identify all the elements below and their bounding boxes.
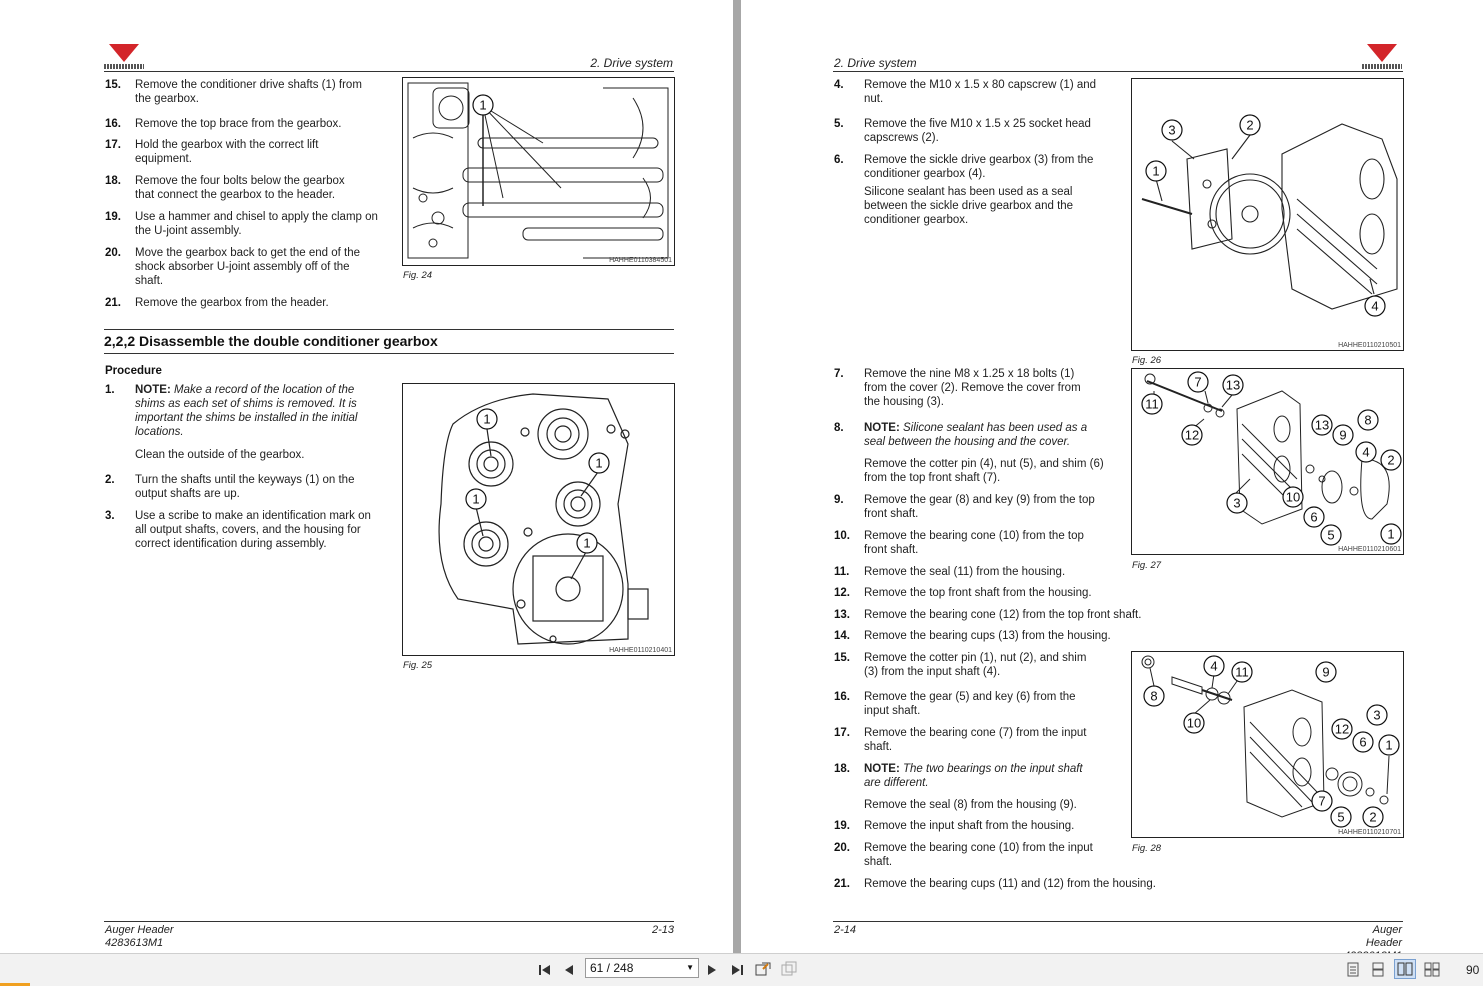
facing-pages-view-icon[interactable] — [1394, 959, 1416, 979]
footer-page-number: 2-13 — [652, 924, 675, 936]
figure-code: HAHHE0110210701 — [1338, 829, 1401, 836]
svg-text:1: 1 — [1385, 737, 1393, 753]
figure-code: HAHHE0110210601 — [1338, 546, 1401, 553]
figure-caption: Fig. 25 — [403, 660, 433, 671]
figure-caption: Fig. 26 — [1132, 355, 1162, 366]
svg-text:1: 1 — [1152, 163, 1160, 179]
svg-text:1: 1 — [479, 97, 487, 113]
figure-25-drawing — [402, 383, 675, 656]
massey-ferguson-logo — [104, 44, 144, 70]
massey-ferguson-logo — [1362, 44, 1402, 70]
figure-code: HAHHE0110210401 — [609, 647, 672, 654]
figure-caption: Fig. 24 — [403, 270, 433, 281]
svg-text:12: 12 — [1334, 721, 1350, 737]
page-header-title: 2. Drive system — [590, 56, 673, 70]
figure-28-exploded-view — [1131, 651, 1404, 838]
svg-text:5: 5 — [1327, 527, 1335, 543]
single-page-view-icon[interactable] — [1345, 961, 1361, 978]
step-extra-text: Remove the cotter pin (4), nut (5), and shim (6) from the top front shaft (7). — [864, 458, 1104, 484]
svg-text:10: 10 — [1186, 715, 1202, 731]
svg-text:5: 5 — [1337, 809, 1345, 825]
svg-text:13: 13 — [1225, 377, 1241, 393]
figure-26-drawing — [1131, 78, 1404, 351]
footer-left: Auger Header 4283613M1 — [105, 924, 174, 949]
section-title: 2,2,2 Disassemble the double conditioner gearbox — [104, 333, 438, 349]
svg-text:2: 2 — [1369, 809, 1377, 825]
procedure-label: Procedure — [105, 365, 162, 377]
first-page-icon[interactable] — [537, 961, 553, 978]
svg-text:1: 1 — [595, 455, 603, 471]
svg-text:12: 12 — [1184, 427, 1200, 443]
svg-text:8: 8 — [1364, 412, 1372, 428]
step-extra-text: Silicone sealant has been used as a seal between the sickle drive gearbox and the conditioner gearbox. — [864, 186, 1074, 226]
svg-text:3: 3 — [1233, 495, 1241, 511]
step-extra-text: Remove the seal (8) from the housing (9). — [864, 799, 1077, 811]
step-item: 1. NOTE: Make a record of the location of the shims as each set of shims is removed. It is important the shims be installed in the initial locations. — [105, 384, 358, 438]
page-header-title: 2. Drive system — [834, 56, 917, 70]
figure-code: HAHHE0110210501 — [1338, 342, 1401, 349]
footer-right: Auger Header — [1365, 924, 1402, 949]
svg-text:10: 10 — [1285, 489, 1301, 505]
figure-24-photo — [402, 77, 675, 266]
svg-text:13: 13 — [1314, 417, 1330, 433]
svg-text:3: 3 — [1168, 122, 1176, 138]
svg-text:7: 7 — [1194, 374, 1202, 390]
page-number-input[interactable]: 61 / 248 ▼ — [585, 958, 699, 978]
figure-code: HAHHE0110384501 — [609, 257, 672, 264]
svg-text:1: 1 — [583, 535, 591, 551]
svg-text:1: 1 — [483, 411, 491, 427]
svg-text:1: 1 — [472, 491, 480, 507]
figure-caption: Fig. 27 — [1132, 560, 1162, 571]
svg-text:7: 7 — [1318, 793, 1326, 809]
svg-text:2: 2 — [1246, 117, 1254, 133]
svg-text:9: 9 — [1339, 427, 1347, 443]
svg-text:2: 2 — [1387, 452, 1395, 468]
right-page: 2. Drive system 4. Remove the M10 x 1.5 x 80 capscrew (1) and nut. 5. Remove the five M10 x 1.5 x 25 socket head capscrews (2). 6. Remove the sickle drive gearbox (3) from the conditioner gearbox (4). Silicone sealant has been used as a seal between the sickle drive gearbox and the conditioner gearbox. 3 2 1 4 HAHHE0110210501 Fig. 26 7. Remove the nine M8 x 1.25 x 18 bolts (1) from the cover (2). Remove the cover from the housing (3). 8. NOTE: Silicone sealant has been used as a seal between the housing and the cover. Remove the cotter pin (4), nut (5), and shim (6) from the top front shaft (7). 9. Remove the gear (8) and key (9) from the top front shaft. 10. Remove the bearing cone (10) from the top front shaft. 11. Remove the seal (11) from the housing. 12. Remove the top front shaft from the housing. 13. Remove the bearing cone (12) from the top front shaft. 14. Remove the bearing cups (13) from the housing. 15. Remove the cotter pin (1), nut (2), and shim (3) from the input shaft (4). 16. Remove the gear (5) and key (6) from the input shaft. 17. Remove the bearing cone (7) from the input shaft. 11 7 13 12 13 9 8 4 2 10 3 6 5 1 HAHHE0110210601 Fig. 27 18. NOTE: The two bearings on the input shaft are different. Remove the seal (8) from the housing (9). 19. Remove the input shaft from the housing. 20. Remove the bearing cone (10) from the input shaft. 21. Remove the bearing cups (11) and (12) from the housing. 8 4 11 9 10 12 3 6 1 7 5 2 HAHHE0110210701 Fig. 28 2-14 Auger Header — [741, 0, 1483, 953]
svg-text:6: 6 — [1310, 509, 1318, 525]
svg-text:6: 6 — [1359, 734, 1367, 750]
svg-text:8: 8 — [1150, 688, 1158, 704]
svg-text:4: 4 — [1362, 444, 1370, 460]
left-page: 2. Drive system 15. Remove the conditioner drive shafts (1) from the gearbox. 16. Remove the top brace from the gearbox. 17. Hold the gearbox with the correct lift equipment. 18. Remove the four bolts below the gearbox that connect the gearbox to the header. 19. Use a hammer and chisel to apply the clamp on the U-joint assembly. 20. Move the gearbox back to get the end of the shock absorber U-joint assembly off of the shaft. 21. Remove the gearbox from the header. 1 HAHHE0110384501 Fig. 24 2,2,2 Disassemble the double conditioner gearbox Procedure 1. NOTE: Make a record of the location of the shims as each set of shims is removed. It is important the shims be installed in the initial locations. Clean the outside of the gearbox. 2. Turn the shafts until the keyways (1) on the output shafts are up. 3. Use a scribe to make an identification mark on all output shafts, covers, and the housing for correct identification during assembly. 1 1 1 1 HAHHE0110210401 Fig. 25 Auger Header 4283613M1 2-13 — [0, 0, 733, 953]
chevron-down-icon[interactable]: ▼ — [686, 963, 694, 972]
last-page-icon[interactable] — [729, 961, 745, 978]
svg-text:3: 3 — [1373, 707, 1381, 723]
svg-text:1: 1 — [1387, 526, 1395, 542]
back-view-icon[interactable] — [754, 960, 772, 977]
svg-text:11: 11 — [1235, 664, 1249, 680]
continuous-facing-view-icon[interactable] — [1423, 961, 1441, 978]
svg-text:9: 9 — [1322, 664, 1330, 680]
zoom-level[interactable]: 90 — [1466, 962, 1480, 977]
figure-27-exploded-view — [1131, 368, 1404, 555]
previous-page-icon[interactable] — [562, 961, 576, 978]
footer-page-number: 2-14 — [834, 924, 857, 936]
svg-text:4: 4 — [1210, 658, 1218, 674]
step-extra-text: Clean the outside of the gearbox. — [135, 449, 305, 461]
next-page-icon[interactable] — [705, 961, 719, 978]
forward-view-icon[interactable] — [780, 960, 798, 977]
svg-text:4: 4 — [1371, 298, 1379, 314]
continuous-view-icon[interactable] — [1370, 961, 1386, 978]
figure-caption: Fig. 28 — [1132, 843, 1162, 854]
svg-text:11: 11 — [1145, 396, 1159, 412]
